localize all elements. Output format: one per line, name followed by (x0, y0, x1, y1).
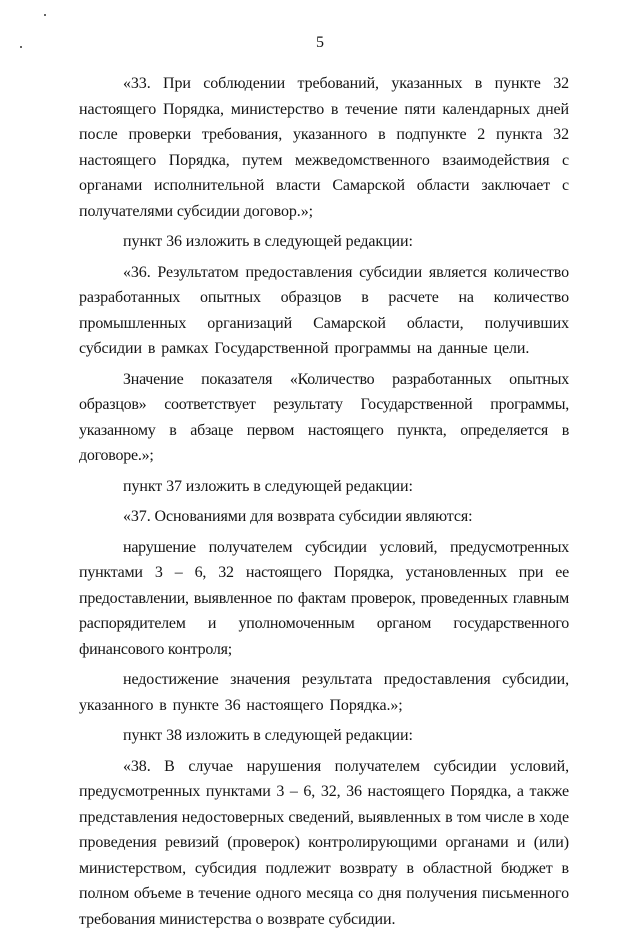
paragraph-violation: нарушение получателем субсидии условий, предусмотренных пунктами 3 – 6, 32 настоящего Порядка, установленных при ее предоставлении, выявленное по фактам проверок, проведенных главным распорядителем и уполномоченным органом государственного финансового контроля; (79, 538, 569, 658)
scan-speck (44, 14, 46, 16)
paragraph-33: «33. При соблюдении требований, указанных в пункте 32 настоящего Порядка, министерство в течение пяти календарных дней после проверки требования, указанного в подпункте 2 пункта 32 настоящего Порядка, путем межведомственного взаимодействия с органами исполнительной власти Самарской области заключает с получателями субсидии договор.»; (79, 75, 569, 220)
paragraph-instruction-38: пункт 38 изложить в следующей редакции: (123, 727, 413, 744)
document-body (79, 71, 569, 937)
paragraph-instruction-36: пункт 36 изложить в следующей редакции: (123, 233, 413, 250)
paragraph-instruction-37: пункт 37 изложить в следующей редакции: (123, 477, 413, 495)
paragraph-36: «36. Результатом предоставления субсидии является количество разработанных опытных образцов в расчете на количество промышленных организаций Самарской области, получивших субсидии в рамках Государственной программы на данные цели. (79, 263, 569, 357)
paragraph-38: «38. В случае нарушения получателем субсидии условий, предусмотренных пунктами 3 – 6, 32, 36 настоящего Порядка, а также представления недостоверных сведений, выявленных в том числе в ходе проведения ревизий (проверок) контролирующими органами и (или) министерством, субсидия подлежит возврату в областной бюджет в полном объеме в течение одного месяца со дня получения письменного требования министерства о возврате субсидии. (79, 757, 569, 928)
page-number: 5 (316, 34, 324, 51)
paragraph-non-achievement: недостижение значения результата предоставления субсидии, указанного в пункте 36 настоящего Порядка.»; (79, 671, 569, 714)
paragraph-37: «37. Основаниями для возврата субсидии являются: (123, 508, 473, 525)
paragraph-indicator-value: Значение показателя «Количество разработанных опытных образцов» соответствует результату Государственной программы, указанному в абзаце первом настоящего пункта, определяется в договоре.»; (79, 370, 569, 464)
